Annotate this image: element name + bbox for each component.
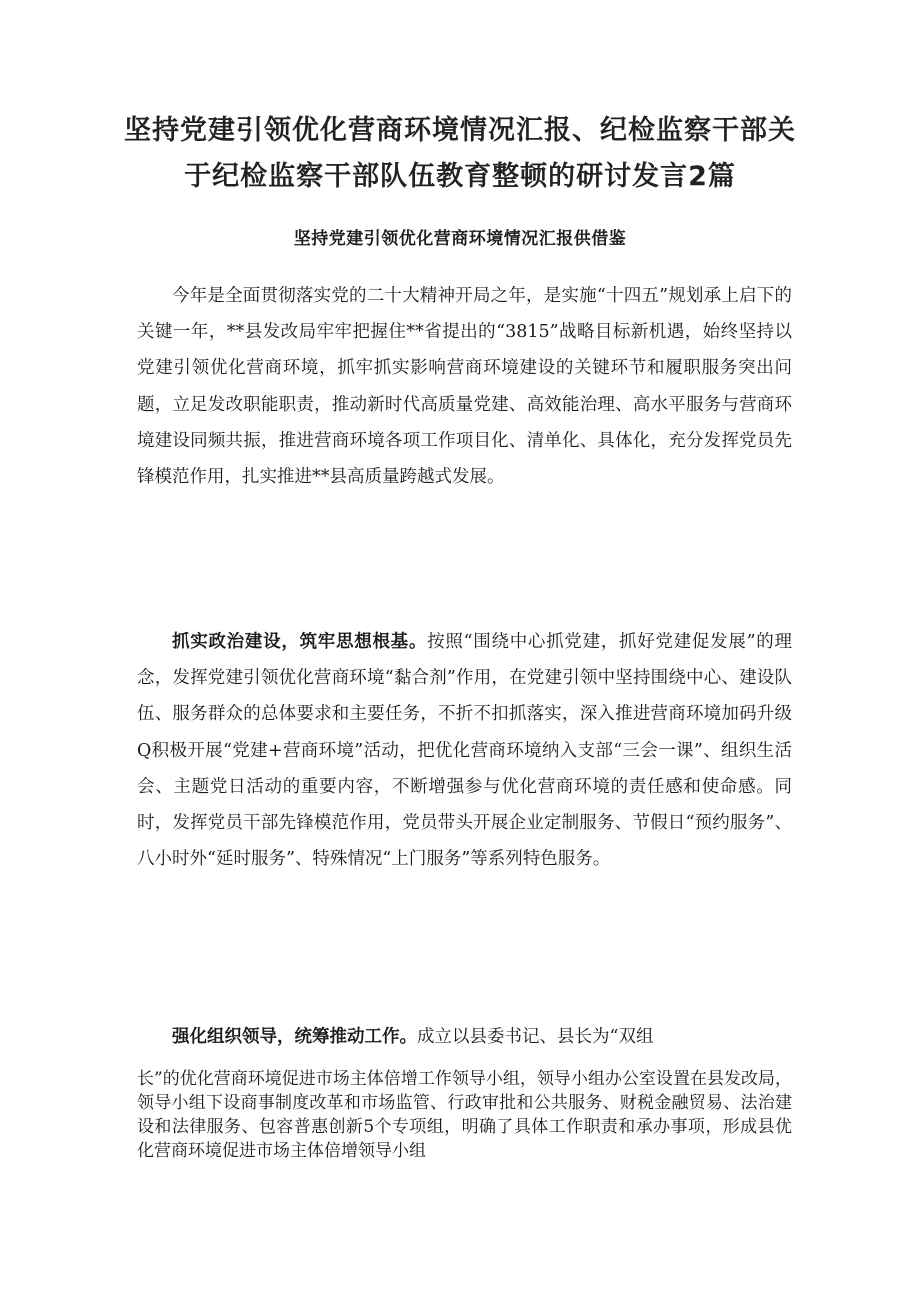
paragraph-political-building [137, 624, 792, 877]
document-title: 坚持党建引领优化营商环境情况汇报、纪检监察干部关于纪检监察干部队伍教育整顿的研讨发言2篇 [124, 115, 796, 192]
paragraph-text: 成立以县委书记、县长为“双组 [417, 1027, 654, 1047]
paragraph-lead: 抓实政治建设，筑牢思想根基。 [172, 632, 428, 652]
paragraph-lead: 强化组织领导，统筹推动工作。 [172, 1027, 417, 1047]
paragraph-organization-leadership [137, 1019, 792, 1163]
paragraph-text: 按照“围绕中心抓党建，抓好党建促发展”的理念，发挥党建引领优化营商环境“黏合剂”作用，在党建引领中坚持围绕中心、建设队伍、服务群众的总体要求和主要任务，不折不扣抓落实，深入推进营商环境加码升级Q积极开展“党建+营商环境”活动，把优化营商环境纳入支部“三会一课”、组织生活会、主题党日活动的重要内容，不断增强参与优化营商环境的责任感和使命感。同时，发挥党员干部先锋模范作用，党员带头开展企业定制服务、节假日“预约服务”、八小时外“延时服务”、特殊情况“上门服务”等系列特色服务。 [137, 632, 792, 870]
paragraph-text: 今年是全面贯彻落实党的二十大精神开局之年，是实施“十四五”规划承上启下的关键一年，**县发改局牢牢把握住**省提出的“3815”战略目标新机遇，始终坚持以党建引领优化营商环境，抓牢抓实影响营商环境建设的关键环节和履职服务突出问题，立足发改职能职责，推动新时代高质量党建、高效能治理、高水平服务与营商环境建设同频共振，推进营商环境各项工作项目化、清单化、具体化，充分发挥党员先锋模范作用，扎实推进**县高质量跨越式发展。 [137, 286, 792, 488]
paragraph-intro [137, 278, 792, 495]
paragraph-continuation: 长”的优化营商环境促进市场主体倍增工作领导小组，领导小组办公室设置在县发改局，领导小组下设商事制度改革和市场监管、行政审批和公共服务、财税金融贸易、法治建设和法律服务、包容普惠创新5个专项组，明确了具体工作职责和承办事项，形成县优化营商环境促进市场主体倍增领导小组 [137, 1069, 792, 1162]
section-subtitle: 坚持党建引领优化营商环境情况汇报供借鉴 [293, 229, 627, 249]
